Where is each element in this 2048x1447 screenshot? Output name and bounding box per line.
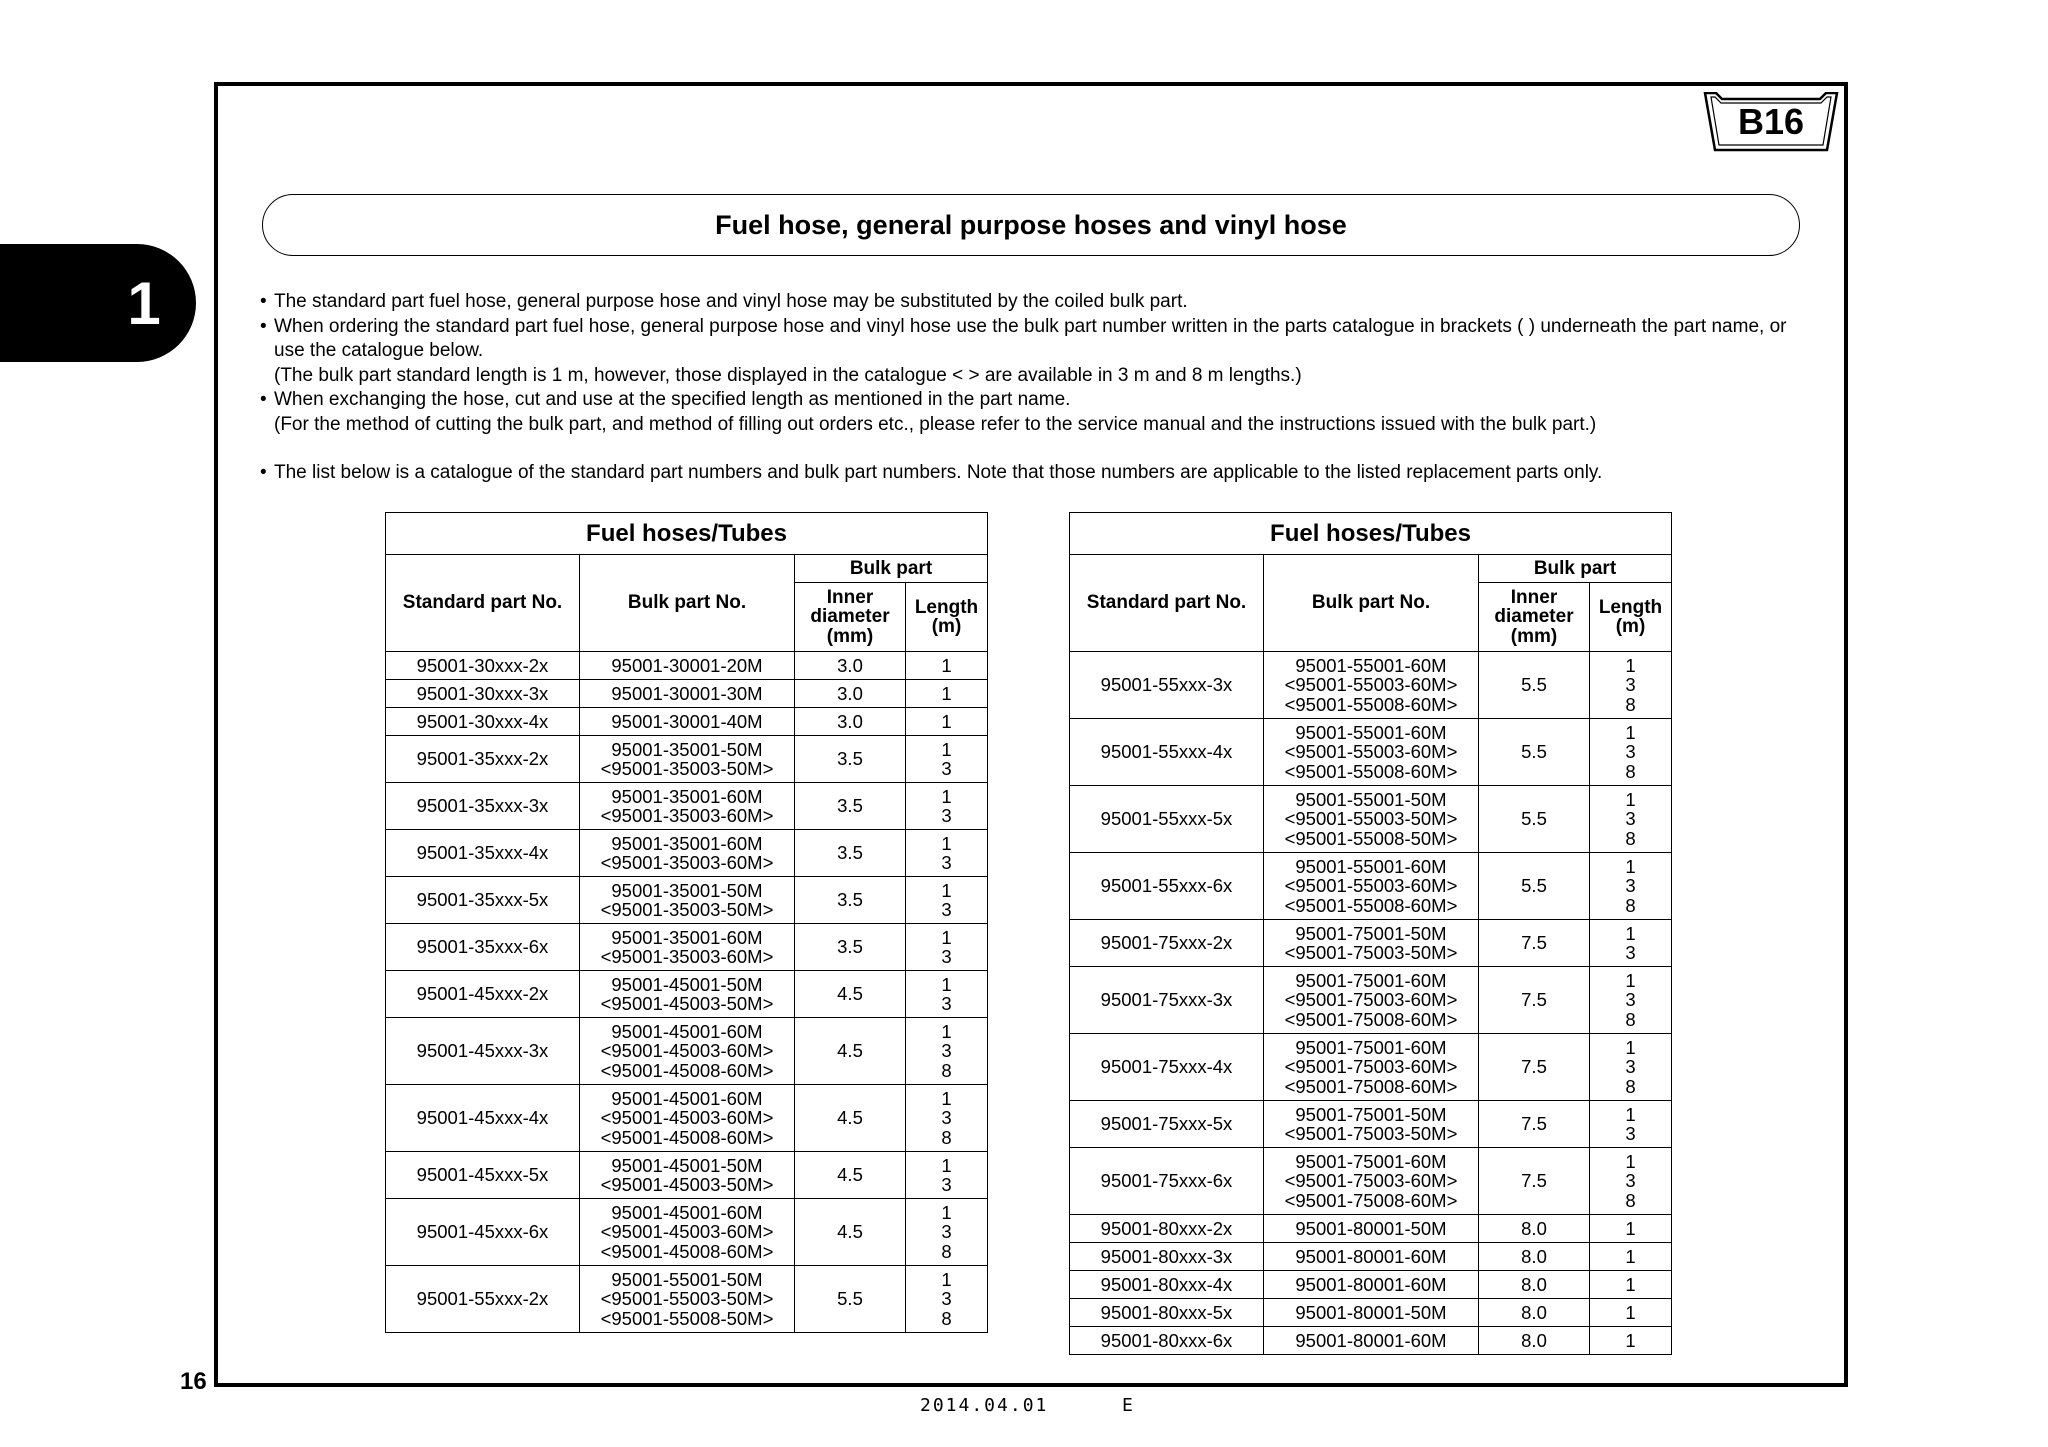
cell-bulk-part-no: 95001-55001-60M <95001-55003-60M> <95001-55008-60M> [1264,853,1479,920]
cell-standard-part-no: 95001-80xxx-2x [1070,1215,1264,1243]
table-row [386,971,988,1018]
cell-inner-diameter: 5.5 [1479,719,1590,786]
cell-bulk-part-no: 95001-45001-50M <95001-45003-50M> [580,971,795,1018]
cell-standard-part-no: 95001-75xxx-3x [1070,967,1264,1034]
col-bulk-part: Bulk part [1479,555,1672,583]
note-item: • The list below is a catalogue of the standard part numbers and bulk part numbers. Note that those numbers are applicable to the listed replacement parts only. [260,462,1603,483]
cell-standard-part-no: 95001-80xxx-4x [1070,1271,1264,1299]
table-row [386,1152,988,1199]
cell-standard-part-no: 95001-35xxx-5x [386,877,580,924]
table-row [1070,1327,1672,1355]
col-standard-part-no: Standard part No. [1070,555,1264,652]
cell-bulk-part-no: 95001-35001-50M <95001-35003-50M> [580,877,795,924]
table-row [1070,719,1672,786]
cell-bulk-part-no: 95001-35001-60M <95001-35003-60M> [580,830,795,877]
note-item: • The standard part fuel hose, general purpose hose and vinyl hose may be substituted by the coiled bulk part. [260,291,1188,312]
cell-inner-diameter: 5.5 [795,1266,906,1333]
cell-length: 1 3 [906,924,988,971]
footer-date: 2014.04.01 [920,1395,1049,1416]
notes [260,290,1800,486]
table-row [386,1266,988,1333]
cell-inner-diameter: 3.0 [795,652,906,680]
cell-standard-part-no: 95001-35xxx-6x [386,924,580,971]
cell-length: 1 [906,652,988,680]
col-bulk-part: Bulk part [795,555,988,583]
cell-inner-diameter: 8.0 [1479,1215,1590,1243]
cell-inner-diameter: 4.5 [795,1152,906,1199]
footer-language: E [1122,1395,1133,1416]
fuel-hoses-table-right [1069,512,1672,1355]
note-subitem [260,364,1800,389]
cell-standard-part-no: 95001-55xxx-4x [1070,719,1264,786]
cell-inner-diameter: 7.5 [1479,967,1590,1034]
table-row [386,1018,988,1085]
table-row [1070,652,1672,719]
cell-inner-diameter: 4.5 [795,1199,906,1266]
cell-bulk-part-no: 95001-45001-60M <95001-45003-60M> <95001-45008-60M> [580,1018,795,1085]
cell-inner-diameter: 5.5 [1479,853,1590,920]
cell-bulk-part-no: 95001-45001-60M <95001-45003-60M> <95001-45008-60M> [580,1199,795,1266]
cell-length: 1 3 [906,830,988,877]
table-row [386,708,988,736]
cell-inner-diameter: 8.0 [1479,1243,1590,1271]
cell-inner-diameter: 3.5 [795,924,906,971]
cell-bulk-part-no: 95001-30001-30M [580,680,795,708]
col-bulk-part-no: Bulk part No. [1264,555,1479,652]
col-length: Length (m) [1590,583,1672,652]
cell-standard-part-no: 95001-30xxx-3x [386,680,580,708]
cell-inner-diameter: 4.5 [795,971,906,1018]
cell-length: 1 3 [906,783,988,830]
cell-standard-part-no: 95001-45xxx-4x [386,1085,580,1152]
col-length: Length (m) [906,583,988,652]
cell-length: 1 3 [1590,1101,1672,1148]
fuel-hoses-table-left [385,512,988,1333]
cell-bulk-part-no: 95001-80001-60M [1264,1327,1479,1355]
table-row [386,924,988,971]
chapter-number: 1 [127,269,161,337]
cell-length: 1 3 8 [906,1085,988,1152]
table-row [1070,1299,1672,1327]
cell-bulk-part-no: 95001-45001-60M <95001-45003-60M> <95001-45008-60M> [580,1085,795,1152]
table-body [1070,652,1672,1355]
cell-bulk-part-no: 95001-30001-20M [580,652,795,680]
cell-inner-diameter: 7.5 [1479,1148,1590,1215]
section-badge [1702,92,1840,152]
cell-standard-part-no: 95001-75xxx-2x [1070,920,1264,967]
cell-inner-diameter: 8.0 [1479,1327,1590,1355]
table-row [386,830,988,877]
cell-bulk-part-no: 95001-80001-50M [1264,1215,1479,1243]
cell-inner-diameter: 3.0 [795,708,906,736]
note-item: • When ordering the standard part fuel hose, general purpose hose and vinyl hose use the bulk part number written in the parts catalogue in brackets ( ) underneath the part name, or use the catalogue below. [260,315,1787,361]
cell-bulk-part-no: 95001-35001-60M <95001-35003-60M> [580,783,795,830]
note-subitem [260,413,1800,438]
cell-length: 1 [1590,1299,1672,1327]
page-title-text: Fuel hose, general purpose hoses and vinyl hose [715,209,1347,240]
cell-inner-diameter: 3.0 [795,680,906,708]
cell-length: 1 3 8 [1590,786,1672,853]
cell-bulk-part-no: 95001-55001-60M <95001-55003-60M> <95001-55008-60M> [1264,719,1479,786]
cell-standard-part-no: 95001-45xxx-3x [386,1018,580,1085]
table-row [1070,1148,1672,1215]
cell-standard-part-no: 95001-55xxx-3x [1070,652,1264,719]
note-text: When exchanging the hose, cut and use at the specified length as mentioned in the part name. [274,389,1071,410]
cell-inner-diameter: 3.5 [795,830,906,877]
cell-length: 1 3 [906,877,988,924]
cell-length: 1 3 [906,1152,988,1199]
cell-inner-diameter: 3.5 [795,736,906,783]
cell-inner-diameter: 7.5 [1479,1101,1590,1148]
cell-length: 1 3 8 [906,1018,988,1085]
cell-length: 1 3 8 [1590,652,1672,719]
cell-bulk-part-no: 95001-45001-50M <95001-45003-50M> [580,1152,795,1199]
note-text: When ordering the standard part fuel hose, general purpose hose and vinyl hose use the bulk part number written in the parts catalogue in brackets ( ) underneath the part name, or use the catalogue below. [274,315,1787,361]
table-row [1070,1034,1672,1101]
note-item: • When exchanging the hose, cut and use at the specified length as mentioned in the part name. [260,389,1071,410]
col-inner-diameter: Inner diameter (mm) [795,583,906,652]
col-bulk-part-no: Bulk part No. [580,555,795,652]
table-row [386,652,988,680]
cell-length: 1 [1590,1327,1672,1355]
note-text: (For the method of cutting the bulk part, and method of filling out orders etc., please refer to the service manual and the instructions issued with the bulk part.) [274,413,1597,435]
table-row [1070,967,1672,1034]
cell-standard-part-no: 95001-35xxx-3x [386,783,580,830]
cell-standard-part-no: 95001-45xxx-6x [386,1199,580,1266]
cell-inner-diameter: 5.5 [1479,652,1590,719]
table-row [1070,1243,1672,1271]
table-title: Fuel hoses/Tubes [1070,513,1672,555]
cell-inner-diameter: 8.0 [1479,1299,1590,1327]
cell-standard-part-no: 95001-75xxx-6x [1070,1148,1264,1215]
cell-length: 1 3 [906,736,988,783]
cell-standard-part-no: 95001-80xxx-6x [1070,1327,1264,1355]
table-row [386,877,988,924]
table-row [386,1085,988,1152]
cell-length: 1 [906,680,988,708]
cell-standard-part-no: 95001-80xxx-3x [1070,1243,1264,1271]
section-code: B16 [1737,101,1805,142]
cell-bulk-part-no: 95001-55001-50M <95001-55003-50M> <95001-55008-50M> [580,1266,795,1333]
cell-standard-part-no: 95001-35xxx-2x [386,736,580,783]
cell-inner-diameter: 8.0 [1479,1271,1590,1299]
note-text: (The bulk part standard length is 1 m, however, those displayed in the catalogue < > are available in 3 m and 8 m lengths.) [274,364,1302,386]
cell-inner-diameter: 3.5 [795,877,906,924]
cell-bulk-part-no: 95001-75001-60M <95001-75003-60M> <95001-75008-60M> [1264,1034,1479,1101]
cell-standard-part-no: 95001-75xxx-4x [1070,1034,1264,1101]
cell-inner-diameter: 7.5 [1479,1034,1590,1101]
cell-bulk-part-no: 95001-30001-40M [580,708,795,736]
cell-bulk-part-no: 95001-55001-50M <95001-55003-50M> <95001-55008-50M> [1264,786,1479,853]
table-row [1070,1271,1672,1299]
cell-standard-part-no: 95001-30xxx-2x [386,652,580,680]
cell-length: 1 [1590,1243,1672,1271]
table-row [1070,920,1672,967]
cell-length: 1 3 [906,971,988,1018]
table-row [1070,853,1672,920]
cell-inner-diameter: 7.5 [1479,920,1590,967]
cell-bulk-part-no: 95001-55001-60M <95001-55003-60M> <95001-55008-60M> [1264,652,1479,719]
cell-inner-diameter: 3.5 [795,783,906,830]
page-number: 16 [180,1368,207,1395]
col-inner-diameter: Inner diameter (mm) [1479,583,1590,652]
table-row [386,1199,988,1266]
note-text: The list below is a catalogue of the standard part numbers and bulk part numbers. Note that those numbers are applicable to the listed replacement parts only. [274,462,1603,483]
page-title [262,194,1800,256]
cell-standard-part-no: 95001-55xxx-5x [1070,786,1264,853]
cell-standard-part-no: 95001-45xxx-5x [386,1152,580,1199]
cell-standard-part-no: 95001-55xxx-6x [1070,853,1264,920]
table-row [1070,786,1672,853]
table-row [386,783,988,830]
cell-standard-part-no: 95001-55xxx-2x [386,1266,580,1333]
chapter-tab [0,244,196,362]
cell-length: 1 3 8 [1590,1034,1672,1101]
cell-standard-part-no: 95001-80xxx-5x [1070,1299,1264,1327]
table-body [386,652,988,1333]
cell-length: 1 3 8 [906,1199,988,1266]
cell-bulk-part-no: 95001-75001-50M <95001-75003-50M> [1264,920,1479,967]
cell-standard-part-no: 95001-30xxx-4x [386,708,580,736]
cell-standard-part-no: 95001-35xxx-4x [386,830,580,877]
cell-bulk-part-no: 95001-75001-50M <95001-75003-50M> [1264,1101,1479,1148]
table-row [386,680,988,708]
table-row [386,736,988,783]
cell-inner-diameter: 4.5 [795,1085,906,1152]
table-row [1070,1215,1672,1243]
col-standard-part-no: Standard part No. [386,555,580,652]
cell-bulk-part-no: 95001-80001-60M [1264,1243,1479,1271]
cell-bulk-part-no: 95001-35001-60M <95001-35003-60M> [580,924,795,971]
cell-length: 1 3 8 [1590,853,1672,920]
cell-bulk-part-no: 95001-75001-60M <95001-75003-60M> <95001-75008-60M> [1264,1148,1479,1215]
cell-length: 1 3 [1590,920,1672,967]
cell-standard-part-no: 95001-45xxx-2x [386,971,580,1018]
cell-length: 1 3 8 [1590,1148,1672,1215]
table-row [1070,1101,1672,1148]
cell-inner-diameter: 5.5 [1479,786,1590,853]
note-text: The standard part fuel hose, general purpose hose and vinyl hose may be substituted by the coiled bulk part. [274,291,1188,312]
cell-bulk-part-no: 95001-75001-60M <95001-75003-60M> <95001-75008-60M> [1264,967,1479,1034]
cell-length: 1 [906,708,988,736]
cell-bulk-part-no: 95001-80001-60M [1264,1271,1479,1299]
cell-length: 1 [1590,1215,1672,1243]
cell-length: 1 [1590,1271,1672,1299]
cell-length: 1 3 8 [1590,719,1672,786]
cell-length: 1 3 8 [906,1266,988,1333]
cell-bulk-part-no: 95001-35001-50M <95001-35003-50M> [580,736,795,783]
table-title: Fuel hoses/Tubes [386,513,988,555]
cell-bulk-part-no: 95001-80001-50M [1264,1299,1479,1327]
cell-length: 1 3 8 [1590,967,1672,1034]
cell-standard-part-no: 95001-75xxx-5x [1070,1101,1264,1148]
cell-inner-diameter: 4.5 [795,1018,906,1085]
